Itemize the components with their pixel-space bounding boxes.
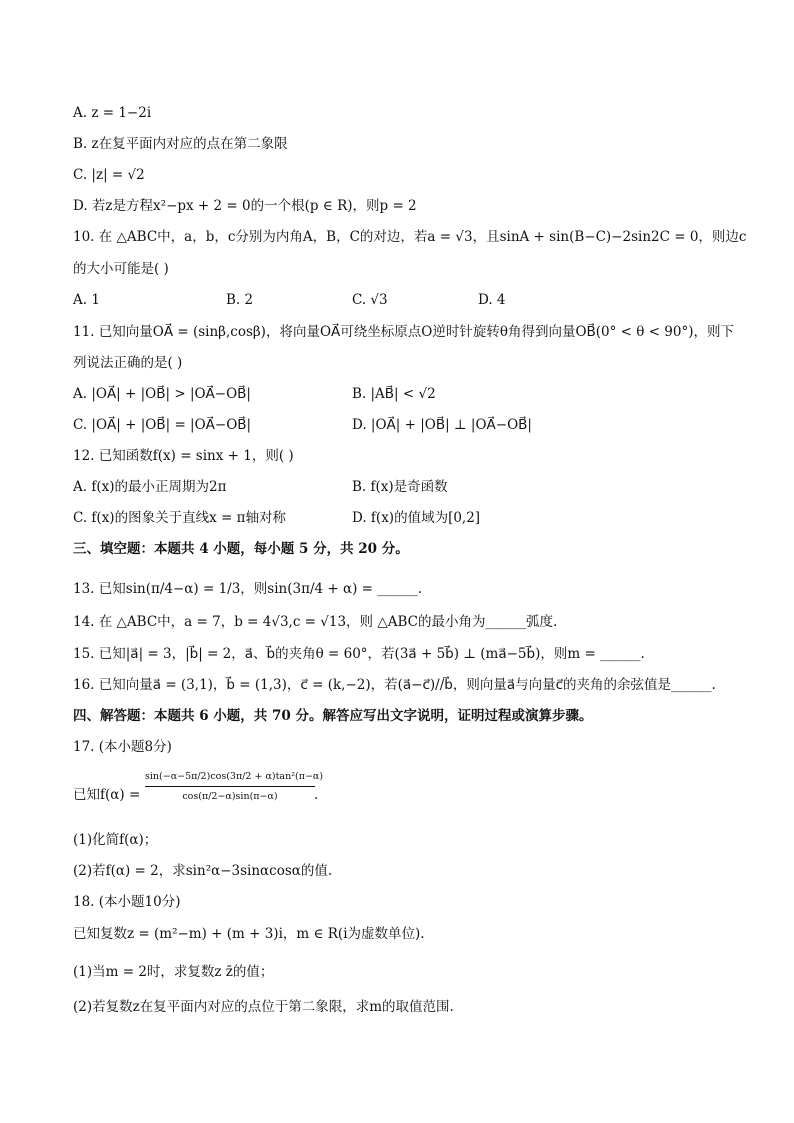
q9-option-c: C. |z| = √2	[73, 167, 145, 183]
q11-option-b: B. |AB⃗| < √2	[352, 386, 436, 402]
q10-option-b: B. 2	[226, 292, 254, 308]
q9-option-a: A. z = 1−2i	[73, 105, 152, 121]
q17-prefix: 已知f(α) =	[73, 787, 141, 803]
q10-stem-line2: 的大小可能是( )	[73, 261, 169, 277]
q17-fraction	[145, 770, 324, 804]
q14: 14. 在 △ABC中，a = 7，b = 4√3,c = √13，则 △ABC的最小角为______弧度.	[73, 614, 558, 630]
q10-option-a: A. 1	[73, 292, 100, 308]
q12-stem: 12. 已知函数f(x) = sinx + 1，则( )	[73, 448, 294, 464]
section-4-heading: 四、解答题：本题共 6 小题，共 70 分。解答应写出文字说明，证明过程或演算步骤。	[73, 708, 593, 724]
q12-option-c: C. f(x)的图象关于直线x = π轴对称	[73, 510, 286, 526]
q17-numerator: sin(−α−5π/2)cos(3π/2 + α)tan²(π−α)	[145, 770, 315, 787]
q17-denominator: cos(π/2−α)sin(π−α)	[182, 791, 278, 802]
q9-option-d: D. 若z是方程x²−px + 2 = 0的一个根(p ∈ R)，则p = 2	[73, 198, 417, 214]
q11-option-d: D. |OA⃗| + |OB⃗| ⊥ |OA⃗−OB⃗|	[352, 417, 532, 433]
q11-stem-line1: 11. 已知向量OA⃗ = (sinβ,cosβ)，将向量OA⃗可绕坐标原点O逆时针旋转θ角得到向量OB⃗(0° < θ < 90°)，则下	[73, 324, 734, 340]
q18-header: 18. (本小题10分)	[73, 894, 181, 910]
q10-stem-line1: 10. 在 △ABC中，a，b，c分别为内角A，B，C的对边，若a = √3，且sinA + sin(B−C)−2sin2C = 0，则边c	[73, 229, 747, 245]
q10-option-d: D. 4	[478, 292, 506, 308]
q12-option-a: A. f(x)的最小正周期为2π	[73, 479, 227, 495]
q11-stem-line2: 列说法正确的是( )	[73, 355, 183, 371]
q9-option-b: B. z在复平面内对应的点在第二象限	[73, 136, 288, 152]
q16: 16. 已知向量a⃗ = (3,1)，b⃗ = (1,3)，c⃗ = (k,−2)，若(a⃗−c⃗)//b⃗，则向量a⃗与向量c⃗的夹角的余弦值是______.	[73, 677, 716, 693]
q17-part2: (2)若f(α) = 2，求sin²α−3sinαcosα的值.	[73, 863, 333, 879]
q17-header: 17. (本小题8分)	[73, 739, 172, 755]
section-3-heading: 三、填空题：本题共 4 小题，每小题 5 分，共 20 分。	[73, 541, 409, 557]
q10-option-c: C. √3	[352, 292, 388, 308]
q15: 15. 已知|a⃗| = 3，|b⃗| = 2，a⃗、b⃗的夹角θ = 60°，若(3a⃗ + 5b⃗) ⊥ (ma⃗−5b⃗)，则m = ______.	[73, 646, 645, 662]
q11-option-a: A. |OA⃗| + |OB⃗| > |OA⃗−OB⃗|	[73, 386, 251, 402]
q17-suffix: .	[314, 787, 319, 803]
q12-option-d: D. f(x)的值域为[0,2]	[352, 510, 481, 526]
q17-part1: (1)化简f(α)；	[73, 832, 158, 848]
q12-option-b: B. f(x)是奇函数	[352, 479, 448, 495]
q11-option-c: C. |OA⃗| + |OB⃗| = |OA⃗−OB⃗|	[73, 417, 252, 433]
q13: 13. 已知sin(π/4−α) = 1/3，则sin(3π/4 + α) = ______.	[73, 581, 423, 597]
q18-stem: 已知复数z = (m²−m) + (m + 3)i，m ∈ R(i为虚数单位).	[73, 926, 425, 942]
q18-part1: (1)当m = 2时，求复数z z̄的值；	[73, 964, 274, 980]
q18-part2: (2)若复数z在复平面内对应的点位于第二象限，求m的取值范围.	[73, 999, 454, 1015]
